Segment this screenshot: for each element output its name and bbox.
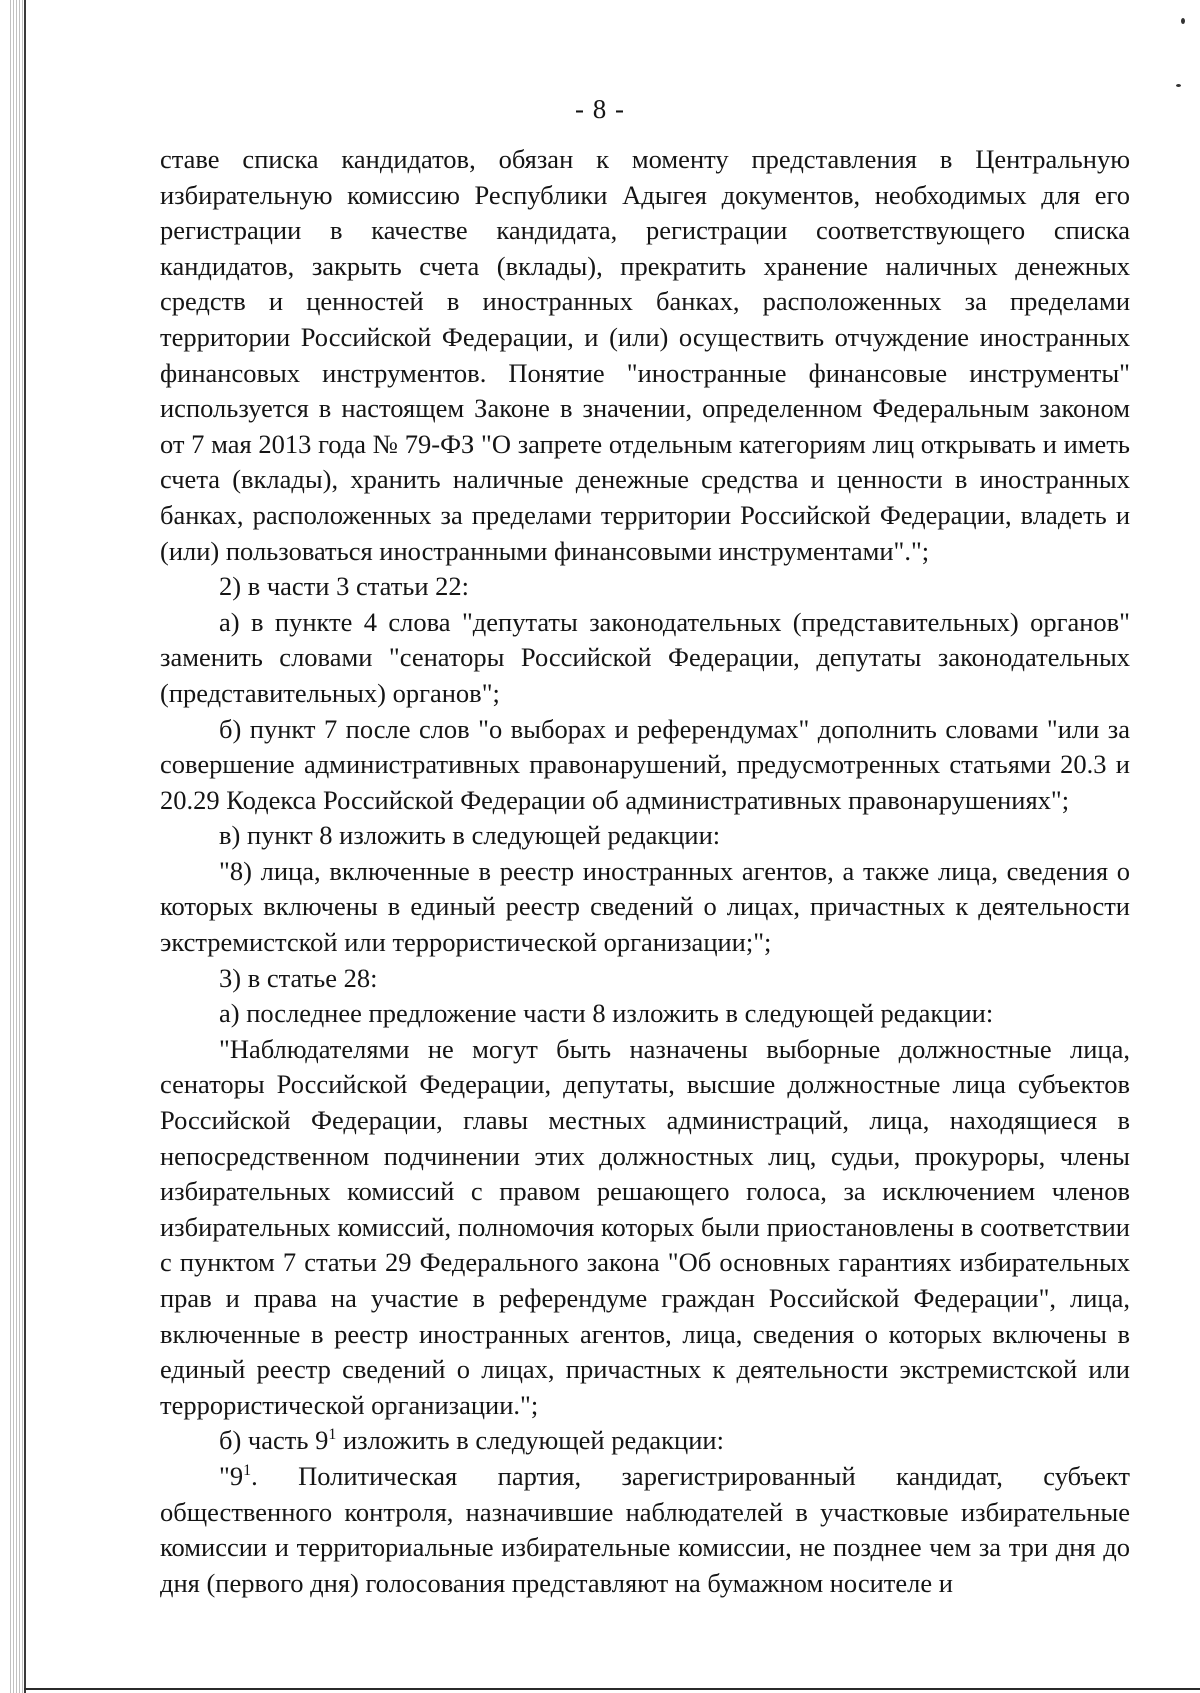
scan-edge-line	[24, 0, 26, 1693]
paragraph: а) последнее предложение части 8 изложить в следующей редакции:	[219, 998, 994, 1029]
scan-speck	[1176, 84, 1181, 87]
scan-speck	[1181, 18, 1185, 24]
paragraph-text: . Политическая партия, зарегистрированный кандидат, субъект общественного контроля, назначившие наблюдателей в участковые избирательные комиссии и территориальные избирательные комиссии, не позднее чем за три дня до дня (первого дня) голосования представляют на бумажном носителе и	[160, 1460, 1130, 1598]
paragraph: а) в пункте 4 слова "депутаты законодательных (представительных) органов" заменить словами "сенаторы Российской Федерации, депутаты законодательных (представительных) органов";	[160, 606, 1130, 708]
paragraph	[160, 1423, 1130, 1459]
paragraph-text: "9	[219, 1460, 244, 1491]
page-number: - 8 -	[575, 94, 625, 124]
paragraph: 2) в части 3 статьи 22:	[219, 571, 470, 602]
paragraph: б) пункт 7 после слов "о выборах и референдумах" дополнить словами "или за совершение административных правонарушений, предусмотренных статьями 20.3 и 20.29 Кодекса Российской Федерации об административных правонарушениях";	[160, 713, 1130, 815]
paragraph: ставе списка кандидатов, обязан к моменту представления в Центральную избирательную комиссию Республики Адыгея документов, необходимых для его регистрации в качестве кандидата, регистрации соответствующего списка кандидатов, закрыть счета (вклады), прекратить хранение наличных денежных средств и ценностей в иностранных банках, расположенных за пределами территории Российской Федерации, и (или) осуществить отчуждение иностранных финансовых инструментов. Понятие "иностранные финансовые инструменты" используется в настоящем Законе в значении, определенном Федеральным законом от 7 мая 2013 года № 79-ФЗ "О запрете отдельным категориям лиц открывать и иметь счета (вклады), хранить наличные денежные средства и ценности в иностранных банках, расположенных за пределами территории Российской Федерации, владеть и (или) пользоваться иностранными финансовыми инструментами".";	[160, 144, 1130, 566]
paragraph: "Наблюдателями не могут быть назначены выборные должностные лица, сенаторы Российской Федерации, депутаты, высшие должностные лица субъектов Российской Федерации, главы местных администраций, лица, находящиеся в непосредственном подчинении этих должностных лиц, судьи, прокуроры, члены избирательных комиссий с правом решающего голоса, за исключением членов избирательных комиссий, полномочия которых были приостановлены в соответствии с пунктом 7 статьи 29 Федерального закона "Об основных гарантиях избирательных прав и права на участие в референдуме граждан Российской Федерации", лица, включенные в реестр иностранных агентов, лица, сведения о которых включены в единый реестр сведений о лицах, причастных к деятельности экстремистской или террористической организации.";	[160, 1033, 1130, 1420]
paragraph-text: изложить в следующей редакции:	[336, 1425, 724, 1456]
paragraph-text: б) часть 9	[219, 1425, 329, 1456]
paragraph: "8) лица, включенные в реестр иностранных агентов, а также лица, сведения о которых включены в единый реестр сведений о лицах, причастных к деятельности экстремистской или террористической организации;";	[160, 855, 1130, 958]
paragraph	[160, 1459, 1130, 1601]
paragraph: 3) в статье 28:	[219, 962, 378, 993]
paragraph: в) пункт 8 изложить в следующей редакции:	[219, 820, 721, 851]
scan-bottom-line	[24, 1688, 1200, 1690]
superscript: 1	[243, 1461, 252, 1479]
document-body	[160, 142, 1130, 1601]
superscript: 1	[328, 1426, 337, 1444]
